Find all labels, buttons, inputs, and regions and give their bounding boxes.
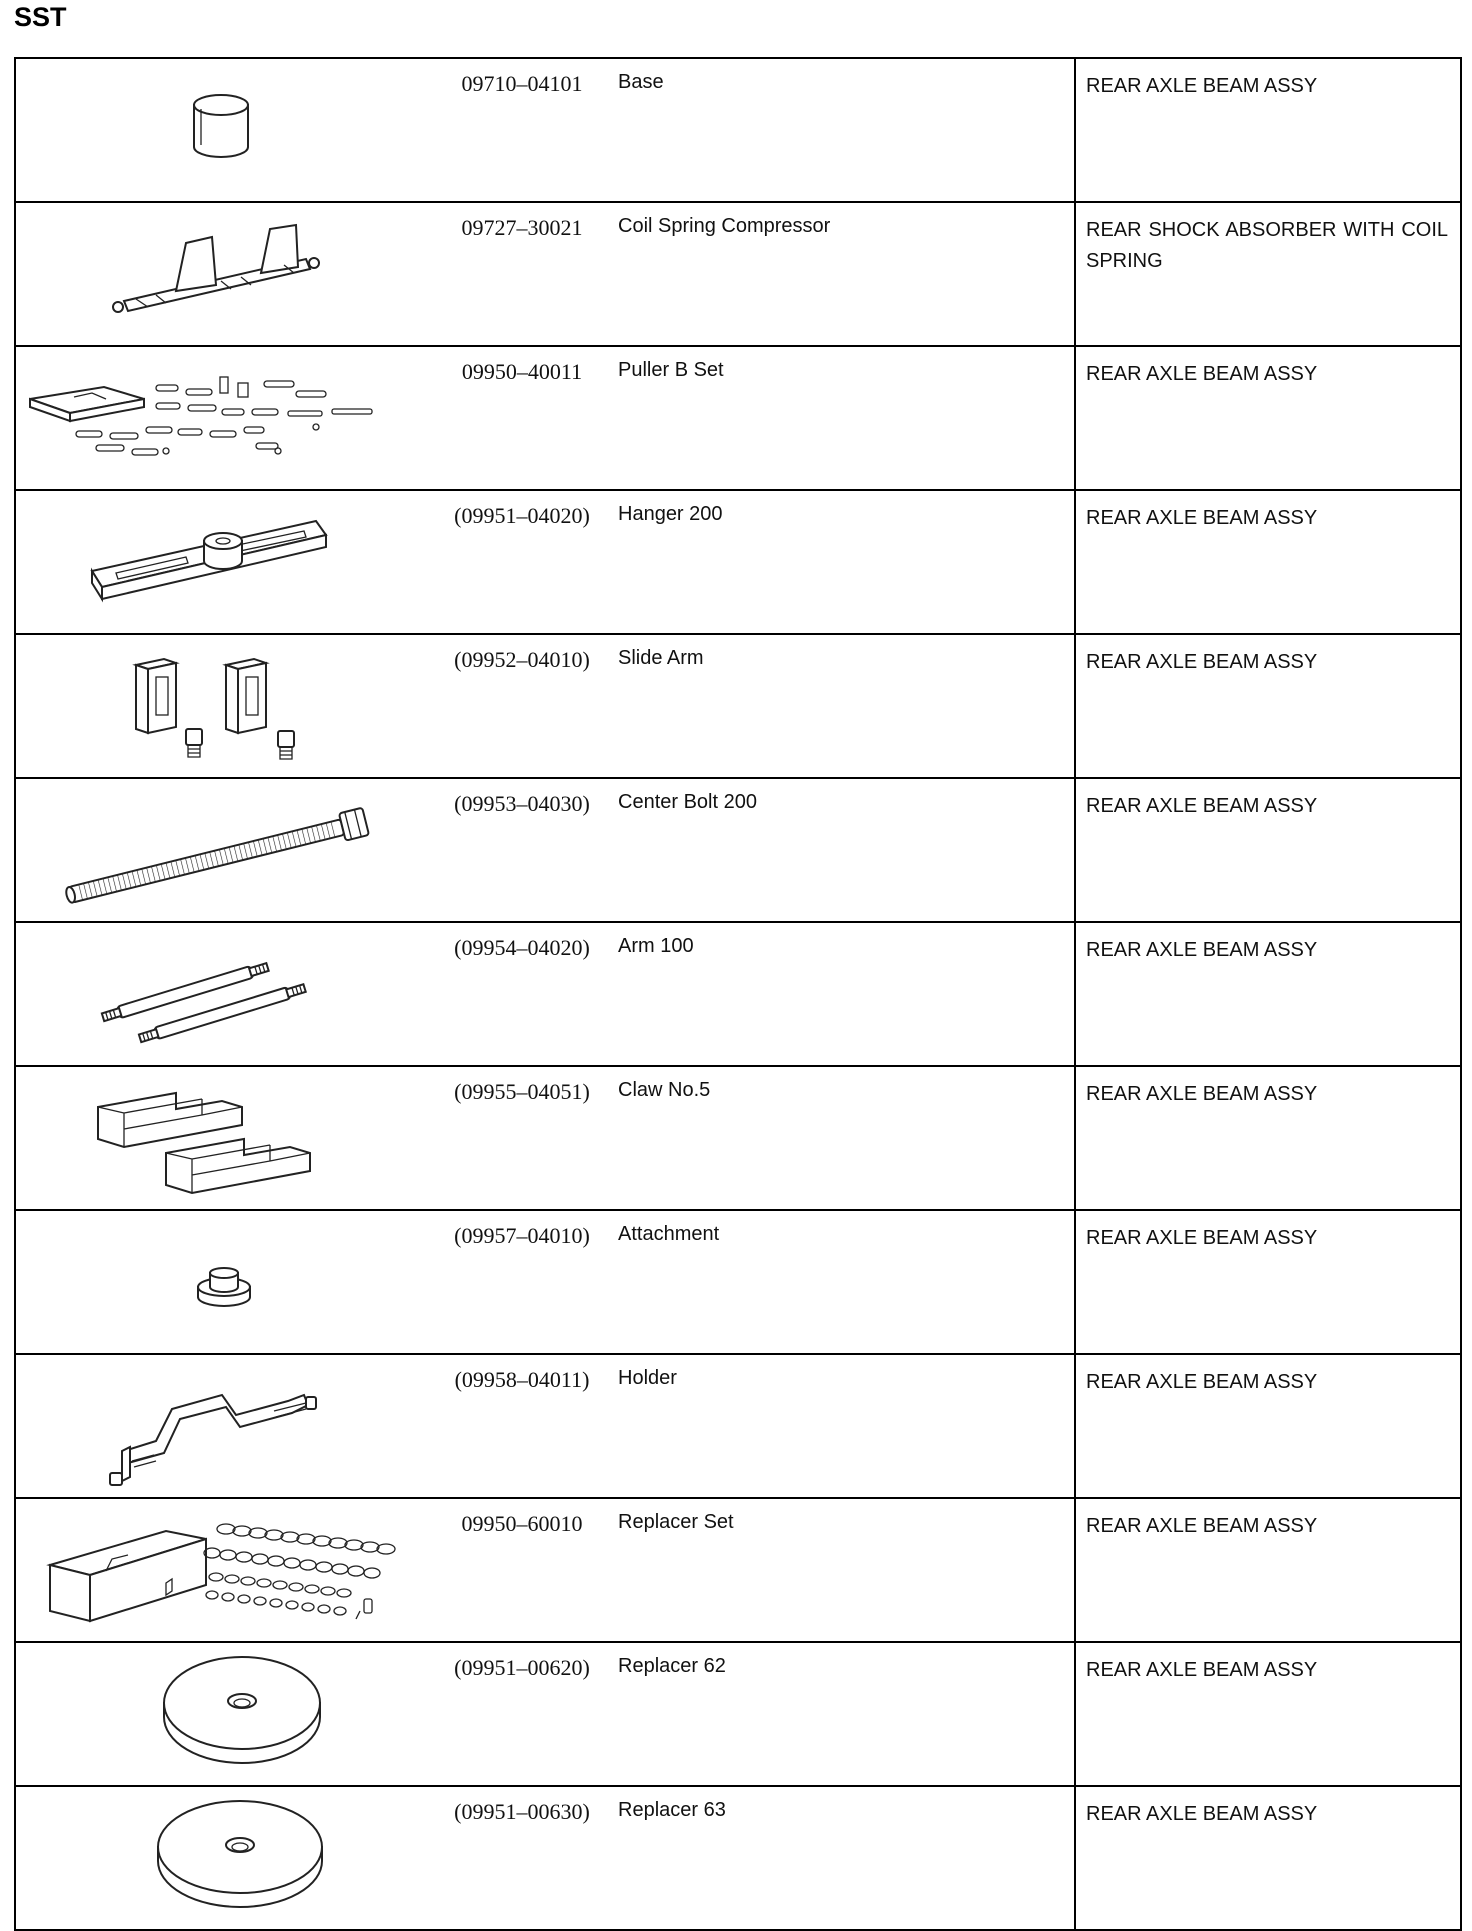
applies-to: REAR AXLE BEAM ASSY: [1075, 634, 1461, 778]
part-number: 09710–04101: [461, 71, 583, 96]
tool-cell: [15, 922, 1075, 1066]
table-row: [15, 1642, 1461, 1786]
tool-name: Puller B Set: [618, 359, 724, 381]
tool-name: Arm 100: [618, 935, 694, 957]
tool-name: Attachment: [618, 1223, 720, 1245]
center-bolt-icon: [16, 779, 436, 919]
tool-name: Coil Spring Compressor: [618, 215, 831, 237]
tool-name: Slide Arm: [618, 647, 704, 669]
applies-to: REAR AXLE BEAM ASSY: [1075, 1498, 1461, 1642]
part-number: (09953–04030): [454, 791, 590, 816]
applies-to: REAR AXLE BEAM ASSY: [1075, 1786, 1461, 1930]
applies-to: REAR AXLE BEAM ASSY: [1075, 1354, 1461, 1498]
tool-cell: [15, 1066, 1075, 1210]
tool-cell: [15, 1498, 1075, 1642]
tool-cell: [15, 490, 1075, 634]
part-number: (09958–04011): [454, 1367, 590, 1392]
table-row: [15, 1498, 1461, 1642]
arm-icon: [16, 923, 436, 1063]
applies-to: REAR AXLE BEAM ASSY: [1075, 1210, 1461, 1354]
replacer-disc-icon: [16, 1787, 436, 1927]
tool-cell: [15, 1210, 1075, 1354]
tool-name: Center Bolt 200: [618, 791, 757, 813]
puller-set-icon: [16, 347, 436, 487]
tool-cell: [15, 1354, 1075, 1498]
part-number: 09950–60010: [461, 1511, 583, 1536]
tool-name: Replacer 63: [618, 1799, 726, 1821]
applies-to: REAR AXLE BEAM ASSY: [1075, 1642, 1461, 1786]
tool-cell: [15, 202, 1075, 346]
attachment-icon: [16, 1211, 436, 1351]
table-row: [15, 1210, 1461, 1354]
part-number: (09957–04010): [454, 1223, 590, 1248]
applies-to: REAR AXLE BEAM ASSY: [1075, 778, 1461, 922]
table-row: [15, 922, 1461, 1066]
base-icon: [16, 59, 436, 199]
claw-icon: [16, 1067, 436, 1207]
sst-table: [14, 57, 1462, 1931]
part-number: (09954–04020): [454, 935, 590, 960]
part-number: (09951–00630): [454, 1799, 590, 1824]
applies-to: REAR AXLE BEAM ASSY: [1075, 490, 1461, 634]
table-row: [15, 1786, 1461, 1930]
tool-cell: [15, 778, 1075, 922]
applies-to: REAR AXLE BEAM ASSY: [1075, 1066, 1461, 1210]
coil-spring-compressor-icon: [16, 203, 436, 343]
table-row: [15, 1066, 1461, 1210]
tool-cell: [15, 58, 1075, 202]
tool-cell: [15, 634, 1075, 778]
tool-cell: [15, 1786, 1075, 1930]
table-row: [15, 778, 1461, 922]
tool-name: Replacer Set: [618, 1511, 734, 1533]
part-number: (09952–04010): [454, 647, 590, 672]
table-row: [15, 634, 1461, 778]
applies-to: REAR AXLE BEAM ASSY: [1075, 346, 1461, 490]
holder-icon: [16, 1355, 436, 1495]
table-row: [15, 58, 1461, 202]
part-number: (09951–00620): [454, 1655, 590, 1680]
part-number: (09951–04020): [454, 503, 590, 528]
slide-arm-icon: [16, 635, 436, 775]
applies-to: REAR AXLE BEAM ASSY: [1075, 58, 1461, 202]
tool-name: Hanger 200: [618, 503, 723, 525]
hanger-icon: [16, 491, 436, 631]
applies-to: REAR AXLE BEAM ASSY: [1075, 922, 1461, 1066]
replacer-disc-icon: [16, 1643, 436, 1783]
part-number: 09950–40011: [461, 359, 583, 384]
tool-name: Base: [618, 71, 664, 93]
table-row: [15, 490, 1461, 634]
part-number: (09955–04051): [454, 1079, 590, 1104]
table-row: [15, 1354, 1461, 1498]
page-title: SST: [14, 2, 67, 32]
table-row: [15, 346, 1461, 490]
tool-cell: [15, 346, 1075, 490]
tool-name: Holder: [618, 1367, 677, 1389]
tool-name: Replacer 62: [618, 1655, 726, 1677]
tool-cell: [15, 1642, 1075, 1786]
applies-to: REAR SHOCK ABSORBER WITH COIL SPRING: [1075, 202, 1461, 346]
tool-name: Claw No.5: [618, 1079, 711, 1101]
replacer-set-icon: [16, 1499, 436, 1639]
part-number: 09727–30021: [461, 215, 583, 240]
table-row: [15, 202, 1461, 346]
